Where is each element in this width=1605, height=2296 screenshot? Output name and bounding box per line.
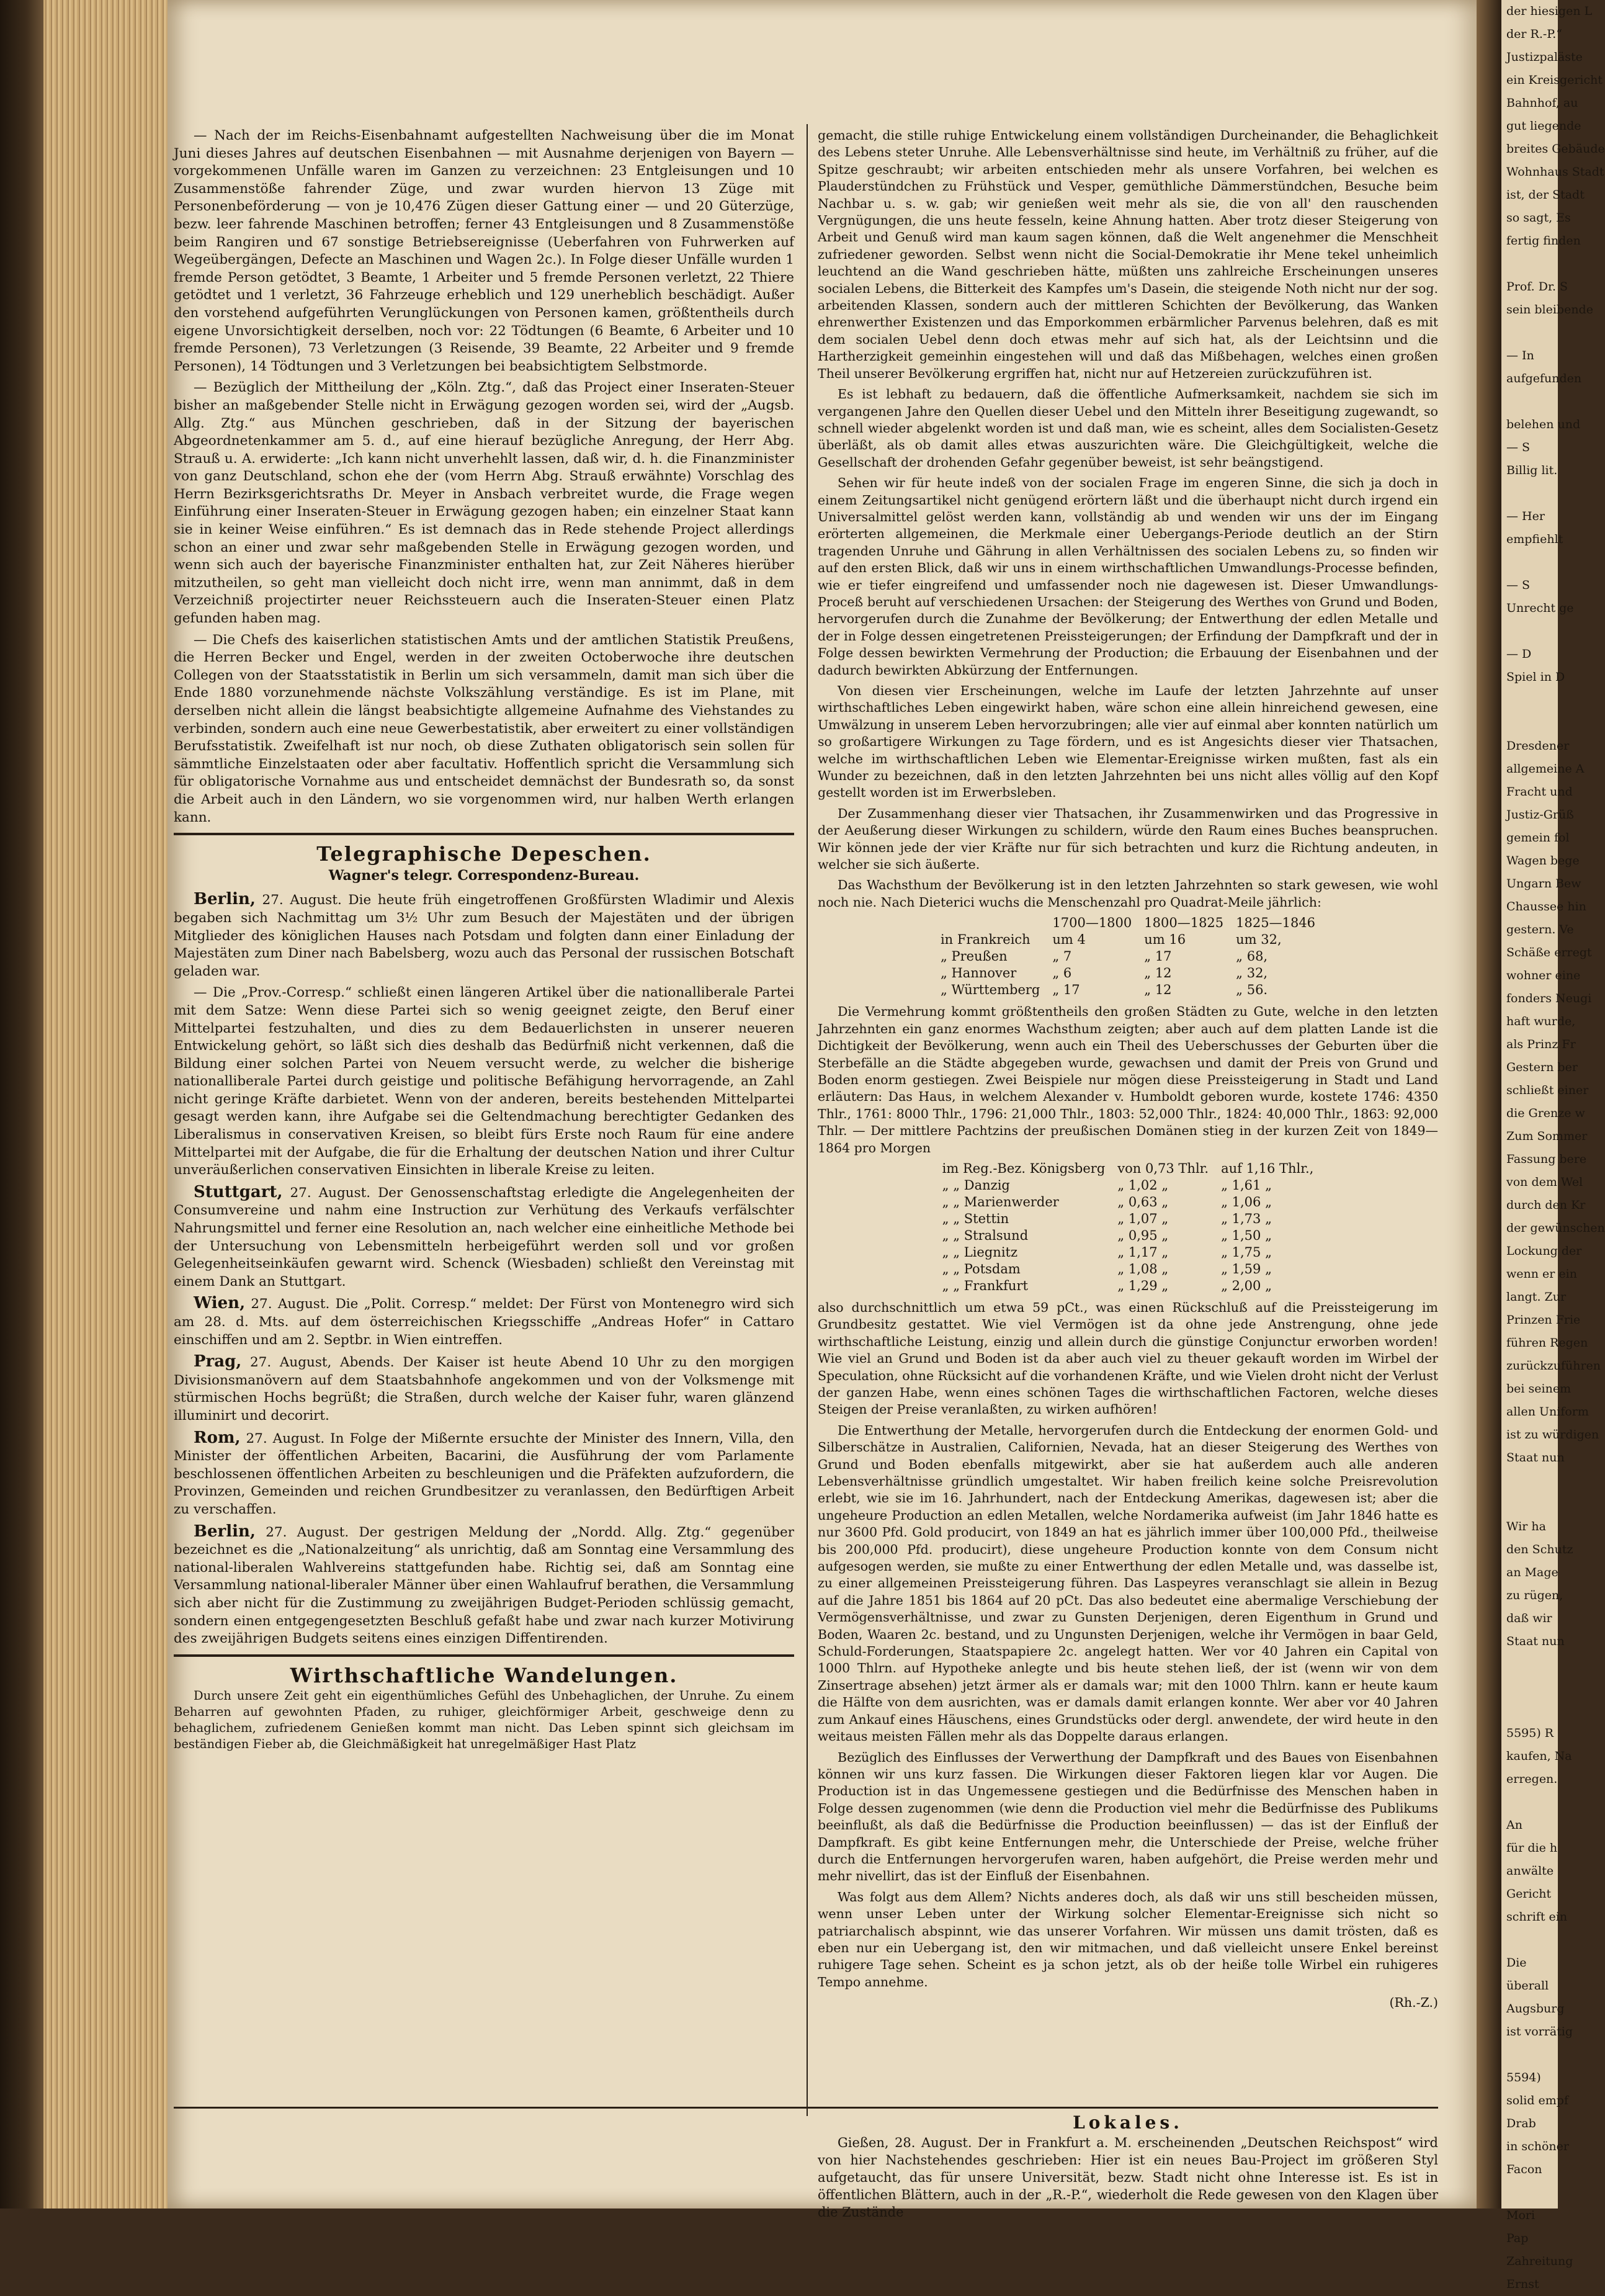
next-page-fragment xyxy=(1501,1492,1558,1515)
rent-table-cell: „ 1,02 „ xyxy=(1117,1177,1169,1193)
next-page-fragment: — In xyxy=(1506,349,1534,362)
next-page-fragment: Lockung der xyxy=(1506,1244,1582,1258)
rent-table-row xyxy=(936,1160,1320,1177)
next-page-fragment: den Schutz xyxy=(1506,1543,1573,1556)
next-page-fragment: Prinzen Frie xyxy=(1506,1313,1581,1327)
next-page-fragment: belehen und xyxy=(1506,418,1581,431)
next-page-fragment: Ernst xyxy=(1506,2277,1539,2291)
next-page-fragment: als Prinz Fr xyxy=(1506,1038,1576,1051)
population-table-cell: „ 68, xyxy=(1236,949,1268,964)
next-page-fragment: Staat nun xyxy=(1506,1635,1565,1648)
next-page-fragment: Gericht xyxy=(1506,1887,1552,1901)
lokales-rule xyxy=(174,2107,1438,2109)
next-page-fragment: bei seinem xyxy=(1506,1382,1571,1396)
next-page-fragment: schrift ein xyxy=(1506,1910,1568,1924)
population-table-cell: „ Hannover xyxy=(940,966,1017,981)
lokales-section xyxy=(818,2113,1438,2225)
population-table-header: 1800—1825 xyxy=(1144,915,1224,931)
population-table-row xyxy=(934,931,1321,948)
economy-article-cont-10: Bezüglich des Einflusses der Verwerthung der Dampfkraft und des Baues von Eisenbahnen können wir uns kurz fassen. Die Wirkungen dieser Faktoren liegen klar vor Augen. Die Production ist in das Ungemessene gestiegen und die Bedürfnisse des Menschen haben in Folge dessen zugenommen (wie denn die Production viel mehr die Bedürfnisse des Publikums beeinflußt, als daß die Bedürfnisse die Production beeinflussen) — das ist der Einfluß der Dampfkraft. Es gibt keine Entfernungen mehr, die Unterschiede der Preise, welche früher durch die Entfernungen hervorgerufen waren, haben aufgehört, die Preise werden mehr und mehr nivellirt, das ist der Einfluß der Eisenbahnen. xyxy=(818,1749,1438,1884)
economy-article-cont-2: Es ist lebhaft zu bedauern, daß die öffentliche Aufmerksamkeit, nachdem sie sich im vergangenen Jahre den Quellen dieser Uebel und den Mitteln ihrer Beseitigung zugewandt, so schnell wieder abgelenkt worden ist und daß man, wie es scheint, alles dem Socialisten-Gesetz überläßt, als ob damit alles etwas auszurichten wäre. Die Gleichgültigkeit, welche die Gesellschaft der drohenden Gefahr gegenüber beweist, ist sehr beängstigend. xyxy=(818,387,1438,470)
rent-table-row xyxy=(936,1261,1320,1278)
next-page-fragment: Die xyxy=(1506,1956,1527,1970)
dispatch-text: 27. August. Der Genossenschaftstag erledigte die Angelegenheiten der Consumvereine und nahm eine Instruction zur Verhütung des Verkaufs verfälschter Nahrungsmittel und ferner eine Resolution an, nach welcher eine einheitliche Methode bei der Untersuchung von Lebensmitteln herbeigeführt werden soll und vor großen Gelegenheitseinkäufen gewarnt wird. Schenck (Wiesbaden) schließt den Vereinstag mit einem Dank an Stuttgart. xyxy=(174,1185,794,1289)
next-page-fragment: von dem Wel xyxy=(1506,1175,1583,1189)
population-table-cell: „ 17 xyxy=(1144,949,1172,964)
dispatch-berlin-prov-corresp: — Die „Prov.-Corresp.“ schließt einen längeren Artikel über die nationalliberale Partei mit dem Satze: Wenn diese Partei sich so wenig geeignet zeigte, den Beruf einer Mittelpartei festzuhalten, und dies zu dem Bedauerlichsten in unserer neueren Entwickelung gehört, so läßt sich dies deshalb das Bedürfniß nicht verkennen, daß die Bildung einer solchen Partei von Neuem versucht werde, zu welcher die bisherige nationalliberale Partei durch geistige und politische Befähigung hervorragende, an Zahl nicht geringe Kräfte darbietet. Wenn von der anderen, bereits bestehenden Mittelpartei gesagt werden kann, ihre Aufgabe sei die Geltendmachung berechtigter Gedanken des Liberalismus in conservativen Kreisen, so bleibt fürs Erste noch Raum für eine andere Mittelpartei mit der Aufgabe, die für die Erhaltung der deutschen Nation und ihrer Cultur unveräußerlichen conservativen Einsichten in liberale Kreise zu leiten. xyxy=(174,985,794,1178)
next-page-fragment: für die h xyxy=(1506,1841,1558,1855)
next-page-fragment: der R.-P.“ xyxy=(1506,27,1562,41)
next-page-fragment: allgemeine A xyxy=(1506,762,1585,776)
section-rule xyxy=(174,833,794,835)
dispatch-berlin-2 xyxy=(174,1523,794,1648)
rent-table-cell: „ 0,63 „ xyxy=(1117,1194,1169,1209)
dispatch-prag xyxy=(174,1353,794,1425)
population-table-cell: „ 12 xyxy=(1144,966,1172,981)
rent-table-row xyxy=(936,1177,1320,1194)
section-rule xyxy=(174,1654,794,1657)
next-page-fragment: Gestern ber xyxy=(1506,1061,1578,1074)
rent-table-cell: „ 1,29 „ xyxy=(1117,1278,1169,1293)
next-page-fragment: — S xyxy=(1506,441,1531,454)
next-page-fragment: Chaussee hin xyxy=(1506,900,1586,913)
next-page-fragment: Pap xyxy=(1506,2231,1529,2245)
population-table-cell: „ 17 xyxy=(1052,982,1080,998)
next-page-fragment: Fassung bere xyxy=(1506,1152,1587,1166)
economy-section-title: Wirthschaftliche Wandelungen. xyxy=(290,1663,678,1687)
rent-table-row xyxy=(936,1227,1320,1244)
population-table-cell: „ 56. xyxy=(1236,982,1268,998)
next-page-fragment: an Mage xyxy=(1506,1566,1558,1579)
next-page-fragment: Augsburg xyxy=(1506,2002,1565,2016)
next-page-fragment: führen Regen xyxy=(1506,1336,1588,1350)
dispatch-text: 27. August. Die „Polit. Corresp.“ meldet: Der Fürst von Montenegro wird sich am 28. d. Mts. auf dem österreichischen Kriegsschiffe „Andreas Hofer“ in Cattaro einschiffen und am 2. Septbr. in Wien eintreffen. xyxy=(174,1296,794,1348)
next-page-fragment: Dresdener xyxy=(1506,739,1570,753)
next-page-fragment: überall xyxy=(1506,1979,1549,1993)
dispatch-stuttgart xyxy=(174,1183,794,1291)
economy-article-cont-8: also durchschnittlich um etwa 59 pCt., was einen Rückschluß auf die Preissteigerung im Grundbesitz gestattet. Wie viel Vermögen ist da ohne jede Anstrengung, ohne jede wirthschaftliche Leistung, einzig und allein durch die günstige Conjunctur erworben worden! Wie viel an Grund und Boden ist da aber auch viel zu theuer gekauft worden im Wirbel der Speculation, ohne Rücksicht auf die vorhandenen Kräfte, und wie Vielen droht nicht der Verlust der ganzen Habe, wenn eines schönen Tages die wirthschaftlichen Factoren, welche dieses Steigen der Preise veranlaßten, zu wirken aufhören! xyxy=(818,1299,1438,1417)
dispatch-text: 27. August. Die heute früh eingetroffenen Großfürsten Wladimir und Alexis begaben sich Nachmittag um 3½ Uhr zum Besuch der Majestäten und der übrigen Mitglieder des königlichen Hauses nach Potsdam und folgten dann einer Einladung der Majestäten zum Diner nach Babelsberg, wozu auch das Personal der russischen Botschaft geladen war. xyxy=(174,892,794,979)
next-page-fragment: ist, der Stadt xyxy=(1506,188,1585,202)
rent-table-row xyxy=(936,1278,1320,1294)
next-page-fragment: Mori xyxy=(1506,2209,1536,2222)
next-page-fragment xyxy=(1501,390,1558,413)
rent-table-cell: „ 1,73 „ xyxy=(1221,1211,1272,1226)
rent-table-cell: „ „ Potsdam xyxy=(942,1261,1021,1276)
dispatch-berlin-1 xyxy=(174,890,794,980)
next-page-fragment: der gewünschen xyxy=(1506,1221,1605,1235)
next-page-fragment xyxy=(1501,1791,1558,1814)
next-page-fragment: Wir ha xyxy=(1506,1520,1546,1533)
rent-table-row xyxy=(936,1244,1320,1261)
next-page-fragment: Facon xyxy=(1506,2163,1542,2176)
dispatch-text: 27. August. Der gestrigen Meldung der „Nordd. Allg. Ztg.“ gegenüber bezeichnet es die „Nationalzeitung“ als unrichtig, daß am Sonntag eine Versammlung des national-liberalen Wahlvereins stattgefunden habe. Richtig sei, daß am Sonntag eine Versammlung national-liberaler Männer über einen Wahlaufruf berathen, die Versammlung sich aber nicht für die Zustimmung zu zweijährigen Budget-Perioden schlüssig gemacht, sondern einen entgegengesetzten Beschluß gefaßt habe und zwar nach kurzer Motivirung des zweijährigen Budgets seitens eines einzigen Diffentirenden. xyxy=(174,1524,794,1647)
dispatch-place: Rom, xyxy=(194,1428,241,1447)
next-page-fragment xyxy=(1501,689,1558,712)
dispatch-place: Prag, xyxy=(194,1352,242,1371)
rent-table-cell: im Reg.-Bez. Königsberg xyxy=(942,1160,1106,1176)
population-table-header: 1700—1800 xyxy=(1052,915,1132,931)
rent-table-cell: „ 1,06 „ xyxy=(1221,1194,1272,1209)
next-page-fragment: aufgefunden xyxy=(1506,372,1582,385)
next-page-fragment: 5594) xyxy=(1506,2071,1541,2084)
next-page-fragment: wenn er ein xyxy=(1506,1267,1577,1281)
economy-article-cont-6: Das Wachsthum der Bevölkerung ist in den letzten Jahrzehnten so stark gewesen, wie wohl noch nie. Nach Dieterici wuchs die Menschenzahl pro Quadrat-Meile jährlich: xyxy=(818,877,1438,910)
rent-table-cell: „ „ Stralsund xyxy=(942,1227,1029,1243)
next-page-fragment: haft wurde, xyxy=(1506,1015,1576,1028)
population-table-header xyxy=(934,915,1046,931)
dispatch-text: 27. August, Abends. Der Kaiser ist heute Abend 10 Uhr zu den morgigen Divisionsmanövern auf dem Staatsbahnhofe angekommen und von der Volksmenge mit stürmischen Hochs begrüßt; die Straßen, durch welche der Kaiser fuhr, waren glänzend illuminirt und decorirt. xyxy=(174,1355,794,1424)
economy-article-cont-7: Die Vermehrung kommt größtentheils den großen Städten zu Gute, welche in den letzten Jahrzehnten ein ganz enormes Wachsthum zeigten; aber auch auf dem platten Lande ist die Dichtigkeit der Bevölkerung, wenn auch ein Theil des Ueberschusses der Geburten über die Sterbefälle an die Städte abgegeben wurde, gewachsen und damit der Preis von Grund und Boden enorm gestiegen. Zwei Beispiele nur mögen diese Preissteigerung in Stadt und Land erläutern: Das Haus, in welchem Alexander v. Humboldt geboren wurde, kostete 1746: 4350 Thlr., 1761: 8000 Thlr., 1796: 21,000 Thlr., 1803: 52,000 Thlr., 1824: 40,000 Thlr., 1863: 92,000 Thlr. — Der mittlere Pachtzins der preußischen Domänen stieg in der kurzen Zeit von 1849—1864 pro Morgen xyxy=(818,1004,1438,1155)
next-page-fragment: langt. Zur xyxy=(1506,1290,1567,1304)
next-page-fragment: Spiel in D xyxy=(1506,670,1565,684)
article-statistics-chiefs: — Die Chefs des kaiserlichen statistischen Amts und der amtlichen Statistik Preußens, die Herren Becker und Engel, werden in der zweiten Octoberwoche ihre deutschen Collegen von der Staatsstatistik in Berlin um sich versammeln, damit man sich über die Ende 1880 vorzunehmende nächste Volkszählung verständige. Es ist im Plane, mit derselben nicht allein die längst beabsichtigte allgemeine Aufnahme des Viehstandes zu verbinden, sondern auch eine neue Gewerbestatistik, aber erweitert zu einer vollständigen Berufsstatistik. Zweifelhaft ist nur noch, ob diese Zuthaten obligatorisch sein sollen für sämmtliche Einzelstaaten oder aber facultativ. Hoffentlich spricht die Versammlung sich für obligatorische Vornahme aus und entscheidet demnächst der Bundesrath so, da sonst die Arbeit auch in den Ländern, wo sie vorgenommen wird, nur halben Werth erlangen kann. xyxy=(174,632,794,825)
economy-article-cont-5: Der Zusammenhang dieser vier Thatsachen, ihr Zusammenwirken und das Progressive in der Aeußerung dieser Wirkungen zu schildern, würde den Raum eines Buches beanspruchen. Wir können jede der vier Kräfte nur für sich betrachten und kurz die Richtung andeuten, in welcher sie sich äußerte. xyxy=(818,805,1438,872)
next-page-fragment xyxy=(1501,1653,1558,1676)
population-table-cell: um 4 xyxy=(1052,932,1086,948)
next-page-fragment: ist vorrätig xyxy=(1506,2025,1573,2038)
next-page-fragment: Justiz-Grüß xyxy=(1506,808,1574,822)
rent-table-cell: „ 1,61 „ xyxy=(1221,1177,1272,1193)
next-page-fragment: Bahnhof, au xyxy=(1506,96,1578,110)
next-page-fragment: ein Kreisgericht xyxy=(1506,73,1603,87)
next-page-fragment: kaufen, Na xyxy=(1506,1749,1572,1763)
rent-table-row xyxy=(936,1211,1320,1227)
next-page-fragment xyxy=(1501,321,1558,344)
next-page-fragment: Wohnhaus Stadt xyxy=(1506,165,1604,179)
rent-table-cell: „ „ Liegnitz xyxy=(942,1244,1018,1260)
economy-article-cont-1: gemacht, die stille ruhige Entwickelung einem vollständigen Durcheinander, die Behaglichkeit des Lebens steter Unruhe. Alle Lebensverhältnisse sind heute, im Verhältniß zu früher, auf die Spitze geschraubt; wir arbeiten entschieden mehr als unsere Vorfahren, bei welchen es Plauderstündchen zu Frühstück und Vesper, gemüthliche Dämmerstündchen, Besuche beim Nachbar u. s. w. gab; wir genießen weit mehr als sie, die von all' den rauschenden Vergnügungen, die uns heute fesseln, keine Ahnung hatten. Aber trotz dieser Steigerung von Arbeit und Genuß wird man kaum sagen können, daß die Welt angenehmer die Menschheit zufriedener geworden. Selbst wenn nicht die Social-Demokratie ihr Mene tekel unheimlich leuchtend an die Wand geschrieben hätte, müßten uns zahlreiche Erscheinungen unseres socialen Lebens, die Bitterkeit des Kampfes um's Dasein, die steigende Noth nicht nur der sog. arbeitenden Klassen, sondern auch der mittleren Schichten der Bevölkerung, das Wanken ehrenwerther Existenzen und das Emporkommen erbärmlicher Parvenus belehren, daß es mit dem socialen Uebel denn doch etwas mehr auf sich hat, als der Leichtsinn und die Hartherzigkeit gemeinhin eingestehen will und daß das Mißbehagen, welches einen großen Theil unserer Bevölkerung ergriffen hat, nicht nur auf Hetzereien zurückzuführen ist. xyxy=(818,128,1438,381)
article-source-signature: (Rh.-Z.) xyxy=(1389,1995,1438,2011)
population-table-cell: „ 32, xyxy=(1236,966,1268,981)
next-page-fragment: Drab xyxy=(1506,2117,1536,2130)
next-page-fragment: daß wir xyxy=(1506,1612,1552,1625)
next-page-fragment: schließt einer xyxy=(1506,1083,1589,1097)
population-table-cell: um 16 xyxy=(1144,932,1186,948)
rent-table-cell: „ 1,07 „ xyxy=(1117,1211,1169,1226)
economy-article-cont-4: Von diesen vier Erscheinungen, welche im Laufe der letzten Jahrzehnte auf unser wirthschaftliches Leben eingewirkt haben, wäre schon eine allein hinreichend gewesen, eine Umwälzung in unserem Leben hervorzubringen; alle vier auf einmal aber konnten natürlich um so großartigere Wirkungen zu Tage fördern, und es ist Angesichts dieser vier Thatsachen, welche im wirthschaftlichen Leben wie Elementar-Ereignisse wirken mußten, fast als ein Wunder zu bezeichnen, daß in den letzten Jahrzehnten bei uns nicht alles völlig auf den Kopf gestellt worden ist im Erwerbsleben. xyxy=(818,683,1438,800)
telegraph-section-title: Telegraphische Depeschen. xyxy=(316,842,651,866)
dispatch-wien xyxy=(174,1294,794,1349)
rent-table-cell: „ 0,95 „ xyxy=(1117,1227,1169,1243)
rent-table-cell: „ 2,00 „ xyxy=(1221,1278,1272,1293)
next-page-fragment: fonders Neugi xyxy=(1506,992,1592,1005)
next-page-fragment: fertig finden xyxy=(1506,234,1581,248)
book-spine xyxy=(0,0,43,2209)
next-page-fragment: so sagt, Es xyxy=(1506,211,1571,225)
rent-table-cell: „ „ Stettin xyxy=(942,1211,1009,1226)
economy-article-start: Durch unsere Zeit geht ein eigenthümliches Gefühl des Unbehaglichen, der Unruhe. Zu einem Beharren auf gewohnten Pfaden, zu ruhiger, gleichförmiger Arbeit, geschweige denn zu behaglichem, zufriedenem Genießen kommt man nicht. Das Leben spinnt sich gleichsam im beständigen Fieber ab, die Gleichmäßigkeit hat unregelmäßiger Hast Platz xyxy=(174,1688,794,1752)
next-page-edge xyxy=(1501,0,1605,2291)
lokales-title: Lokales. xyxy=(1073,2112,1183,2133)
next-page-fragment: Zum Sommer xyxy=(1506,1129,1588,1143)
next-page-fragment xyxy=(1501,1929,1558,1952)
population-table-row xyxy=(934,948,1321,965)
rent-table-cell: „ „ Frankfurt xyxy=(942,1278,1028,1293)
dispatch-place: Stuttgart, xyxy=(194,1182,283,1201)
next-page-fragment: die Grenze w xyxy=(1506,1106,1585,1120)
next-page-fragment: solid empf xyxy=(1506,2094,1569,2107)
next-page-fragment xyxy=(1501,482,1558,505)
rent-table-cell: von 0,73 Thlr. xyxy=(1117,1160,1209,1176)
next-page-fragment: der hiesigen L xyxy=(1506,4,1593,18)
rent-table-row xyxy=(936,1194,1320,1211)
next-page-fragment: zurückzuführen xyxy=(1506,1359,1601,1373)
rent-table-cell: auf 1,16 Thlr., xyxy=(1221,1160,1314,1176)
next-page-fragment xyxy=(1501,551,1558,574)
rent-table-cell: „ 1,50 „ xyxy=(1221,1227,1272,1243)
rent-table-cell: „ „ Danzig xyxy=(942,1177,1010,1193)
next-page-fragment xyxy=(1501,712,1558,735)
next-page-fragment xyxy=(1501,2043,1558,2066)
next-page-fragment xyxy=(1501,253,1558,276)
domain-rent-table xyxy=(936,1160,1320,1294)
dispatch-text: 27. August. In Folge der Mißernte ersuchte der Minister des Innern, Villa, den Minister der öffentlichen Arbeiten, Bacarini, die Ausführung der vom Parlamente beschlossenen öffentlichen Arbeiten zu beschleunigen und die Präfekten aufzufordern, die Provinzen, Gemeinden und reichen Grundbesitzer zu veranlassen, den Bedürftigen Arbeit zu verschaffen. xyxy=(174,1430,794,1517)
next-page-fragment: wohner eine xyxy=(1506,969,1581,982)
next-page-fragment: — D xyxy=(1506,647,1532,661)
telegraph-section-subtitle: Wagner's telegr. Correspondenz-Bureau. xyxy=(328,867,640,884)
next-page-fragment: empfiehlt xyxy=(1506,532,1563,546)
population-table-cell: „ 12 xyxy=(1144,982,1172,998)
next-page-fragment: Ungarn Bew xyxy=(1506,877,1581,890)
rent-table-cell: „ „ Marienwerder xyxy=(942,1194,1059,1209)
population-table-cell: „ Preußen xyxy=(940,949,1008,964)
next-page-fragment: An xyxy=(1506,1818,1522,1832)
dispatch-rom xyxy=(174,1429,794,1519)
next-page-fragment: Justizpaläste xyxy=(1506,50,1583,64)
next-page-fragment: Schäße erregt xyxy=(1506,946,1592,959)
dispatch-place: Wien, xyxy=(194,1294,246,1313)
population-table-cell: in Frankreich xyxy=(940,932,1031,948)
next-page-fragment: gut liegende xyxy=(1506,119,1581,133)
lokales-text: Gießen, 28. August. Der in Frankfurt a. M. erscheinenden „Deutschen Reichspost“ wird von hier Nachstehendes geschrieben: Hier ist ein neues Bau-Project im größeren Styl aufgetaucht, das für unsere Universität, bezw. Stadt nicht ohne Interesse ist. Es ist in öffentlichen Blättern, auch in der „R.-P.“, wiederholt die Rede gewesen von den Klagen über die Zustände xyxy=(818,2135,1438,2220)
next-page-fragment: Billig lit. xyxy=(1506,464,1558,477)
population-table-cell: „ Württemberg xyxy=(940,982,1040,998)
right-column xyxy=(818,127,1438,2012)
next-page-fragment: Staat nun xyxy=(1506,1451,1565,1464)
economy-article-cont-9: Die Entwerthung der Metalle, hervorgerufen durch die Entdeckung der enormen Gold- und Silberschätze in Australien, Californien, Nevada, hat an dieser Steigerung des Werthes von Grund und Boden ebenfalls mitgewirkt, aber sie hat außerdem auch alle anderen Lebensverhältnisse gründlich umgestaltet. Wir haben freilich keine solche Preisrevolution erlebt, wie sie im 16. Jahrhundert, nach der Entdeckung Amerikas, dagewesen ist; aber die ungeheure Production an edlen Metallen, welche Nordamerika aufweist (im Jahr 1846 hatte es nur 3600 Pfd. Gold producirt, von 1849 an hat es jährlich immer über 100,000 Pfd., theilweise bis 200,000 Pfd. producirt), diese ungeheure Production konnte von dem Consum nicht aufgesogen werden, sie mußte zu einer Entwerthung der edlen Metalle und, was dasselbe ist, zu einer allgemeinen Preissteigerung führen. Das Laspeyres veranschlagt sie allein in Bezug auf die Jahre 1851 bis 1864 auf 20 pCt. Das also bedeutet eine abermalige Verschiebung der Vermögensverhältnisse, und zwar zu Gunsten Derjenigen, deren Eigenthum in Grund und Boden, Waaren 2c. bestand, und zu Ungunsten Derjenigen, welche ihr Vermögen in baar Geld, Schuld-Forderungen, Staatspapiere 2c. angelegt hatten. Wer vor 40 Jahren ein Capital von 1000 Thlrn. auf Hypotheke anlegte und bis heute stehen ließ, der ist (wenn wir von dem Zinsertrage absehen) jetzt ärmer als er damals war; mit den 1000 Thlrn. kann er heute kaum die Hälfte von dem ausrichten, was er damals damit erlangen konnte. Wer aber vor 40 Jahren zum Ankauf eines Häuschens, eines Grundstücks oder dergl. anwendete, der wird heute in den weitaus meisten Fällen mehr als das Doppelte daraus erlangen. xyxy=(818,1422,1438,1744)
population-table-cell: „ 7 xyxy=(1052,949,1072,964)
left-column xyxy=(174,127,794,1756)
next-page-fragment: sein bleibende xyxy=(1506,303,1593,316)
rent-table-cell: „ 1,17 „ xyxy=(1117,1244,1169,1260)
next-page-fragment xyxy=(1501,2181,1558,2204)
next-page-fragment: erregen. xyxy=(1506,1772,1558,1786)
dispatch-place: Berlin, xyxy=(194,890,256,909)
article-railway-accidents: — Nach der im Reichs-Eisenbahnamt aufgestellten Nachweisung über die im Monat Juni dieses Jahres auf deutschen Eisenbahnen — mit Ausnahme derjenigen von Bayern — vorgekommenen Unfälle waren im Ganzen zu verzeichnen: 23 Entgleisungen und 10 Zusammenstöße fahrender Züge, und zwar wurden hiervon 13 Züge mit Personenbeförderung — von je 10,476 Zügen dieser Gattung einer — und 20 Güterzüge, bezw. leer fahrende Maschinen betroffen; ferner 43 Entgleisungen und 8 Zusammenstöße beim Rangiren und 67 sonstige Betriebsereignisse (Ueberfahren von Fuhrwerken auf Wegeübergängen, Defecte an Maschinen und Wagen 2c.). In Folge dieser Unfälle wurden 1 fremde Person getödtet, 3 Beamte, 1 Arbeiter und 5 fremde Personen verletzt, 22 Thiere getödtet und 1 verletzt, 36 Fahrzeuge erheblich und 129 unerheblich beschädigt. Außer den vorstehend aufgeführten Verunglückungen von Personen kamen, größtentheils durch eigene Unvorsichtigkeit derselben, noch vor: 22 Tödtungen (6 Beamte, 6 Arbeiter und 10 fremde Personen), 73 Verletzungen (3 Reisende, 39 Beamte, 22 Arbeiter und 9 fremde Personen), 14 Tödtungen und 3 Verletzungen bei beabsichtigtem Selbstmorde. xyxy=(174,128,794,374)
next-page-fragment xyxy=(1501,1469,1558,1492)
next-page-fragment: — S xyxy=(1506,578,1531,592)
next-page-fragment: Unrecht ge xyxy=(1506,601,1574,615)
dispatch-place: Berlin, xyxy=(194,1522,256,1541)
rent-table-cell: „ 1,75 „ xyxy=(1221,1244,1272,1260)
next-page-fragment: Wagen bege xyxy=(1506,854,1580,868)
next-page-fragment xyxy=(1501,1699,1558,1722)
economy-article-cont-3: Sehen wir für heute indeß von der socialen Frage im engeren Sinne, die sich ja doch in einem Zeitungsartikel nicht genügend erörtern läßt und die überhaupt nicht durch irgend ein Universalmittel gelöst werden kann, vollständig ab und wenden wir uns der im Eingang erörterten allgemeinen, die Merkmale einer Uebergangs-Periode deutlich an der Stirn tragenden Unruhe und Gährung in allen Verhältnissen des socialen Lebens zu, so finden wir auf den ersten Blick, daß wir uns in einem wirthschaftlichen Umwandlungs-Processe befinden, wie er tiefer eingreifend und umfassender noch nie dagewesen ist. Dieser Umwandlungs-Proceß beruht auf verschiedenen Ursachen: der Steigerung des Werthes von Grund und Boden, hervorgerufen durch die Zunahme der Bevölkerung; der Entwerthung der edlen Metalle und der in Folge dessen eingetretenen Preissteigerungen; der Erfindung der Dampfkraft und der in Folge dessen bewirkten Vermehrung der Production; die Erbauung der Eisenbahnen und der dadurch bewirkten Abkürzung der Entfernungen. xyxy=(818,475,1438,678)
next-page-fragment: durch den Kr xyxy=(1506,1198,1586,1212)
next-page-fragment: ist zu würdigen xyxy=(1506,1428,1599,1442)
next-page-fragment: allen Uniform xyxy=(1506,1405,1589,1419)
economy-article-cont-11: Was folgt aus dem Allem? Nichts anderes doch, als daß wir uns still bescheiden müssen, wenn unser Leben unter der Wirkung solcher Elementar-Ereignisse sich nicht so patriarchalisch abspinnt, wie das unserer Vorfahren. Wir müssen uns damit trösten, daß es eben nur ein Uebergang ist, den wir mitmachen, und daß vielleicht unsere Enkel bereinst ruhigere Tage sehen. Scheint es ja schon jetzt, als ob der heiße tolle Wirbel ein ruhigeres Tempo annehme. xyxy=(818,1889,1438,1989)
population-table-row xyxy=(934,965,1321,982)
population-table-header: 1825—1846 xyxy=(1236,915,1316,931)
next-page-fragment: 5595) R xyxy=(1506,1726,1554,1740)
next-page-fragment: anwälte xyxy=(1506,1864,1554,1878)
next-page-fragment xyxy=(1501,620,1558,643)
next-page-fragment: gemein fol xyxy=(1506,831,1570,845)
next-page-fragment: Zahreitung xyxy=(1506,2254,1573,2268)
next-page-fragment xyxy=(1501,1676,1558,1699)
column-rule xyxy=(807,124,808,2116)
population-table-row xyxy=(934,982,1321,998)
next-page-fragment: Prof. Dr. S xyxy=(1506,280,1568,294)
next-page-fragment: breites Gebäude xyxy=(1506,142,1605,156)
next-page-fragment: gestern. Ve xyxy=(1506,923,1574,936)
population-table-cell: um 32, xyxy=(1236,932,1282,948)
next-page-fragment: — Her xyxy=(1506,509,1545,523)
rent-table-cell: „ 1,59 „ xyxy=(1221,1261,1272,1276)
next-page-fragment: zu rügen, xyxy=(1506,1589,1563,1602)
rent-table-cell: „ 1,08 „ xyxy=(1117,1261,1169,1276)
book-gutter xyxy=(1477,0,1501,2209)
page-edges xyxy=(43,0,168,2209)
article-inserate-steuer: — Bezüglich der Mittheilung der „Köln. Ztg.“, daß das Project einer Inseraten-Steuer bisher an maßgebender Stelle nicht in Erwägung gezogen worden sei, wird der „Augsb. Allg. Ztg.“ aus München geschrieben, daß in der Sitzung der bayerischen Abgeordnetenkammer am 5. d., auf eine hierauf bezügliche Anregung, der Herr Abg. Strauß u. A. erwiderte: „Ich kann nicht unverhehlt lassen, daß wir, d. h. die Finanzminister von ganz Deutschland, schon ehe der (vom Herrn Abg. Strauß erwähnte) Vorschlag des Herrn Bezirksgerichtsraths Dr. Meyer in Ansbach verbreitet wurde, die Frage wegen Einführung einer Inseraten-Steuer in Erwägung gezogen haben; ein einzelner Staat kann sie in keiner Weise einführen.“ Es ist demnach das in Rede stehende Project allerdings schon an einer und zwar sehr maßgebenden Stelle in Erwägung gezogen worden, und wenn sich auch der bayerische Finanzminister enthalten hat, zur Zeit Näheres hierüber mitzutheilen, so geht man vielleicht doch nicht irre, wenn man annimmt, daß in dem Verzeichniß projectirter neuer Reichssteuern auch die Inseraten-Steuer einen Platz gefunden haben mag. xyxy=(174,380,794,627)
next-page-fragment: in schöner xyxy=(1506,2140,1569,2153)
population-table-cell: „ 6 xyxy=(1052,966,1072,981)
population-growth-table xyxy=(934,915,1321,998)
next-page-fragment: Fracht und xyxy=(1506,785,1573,799)
